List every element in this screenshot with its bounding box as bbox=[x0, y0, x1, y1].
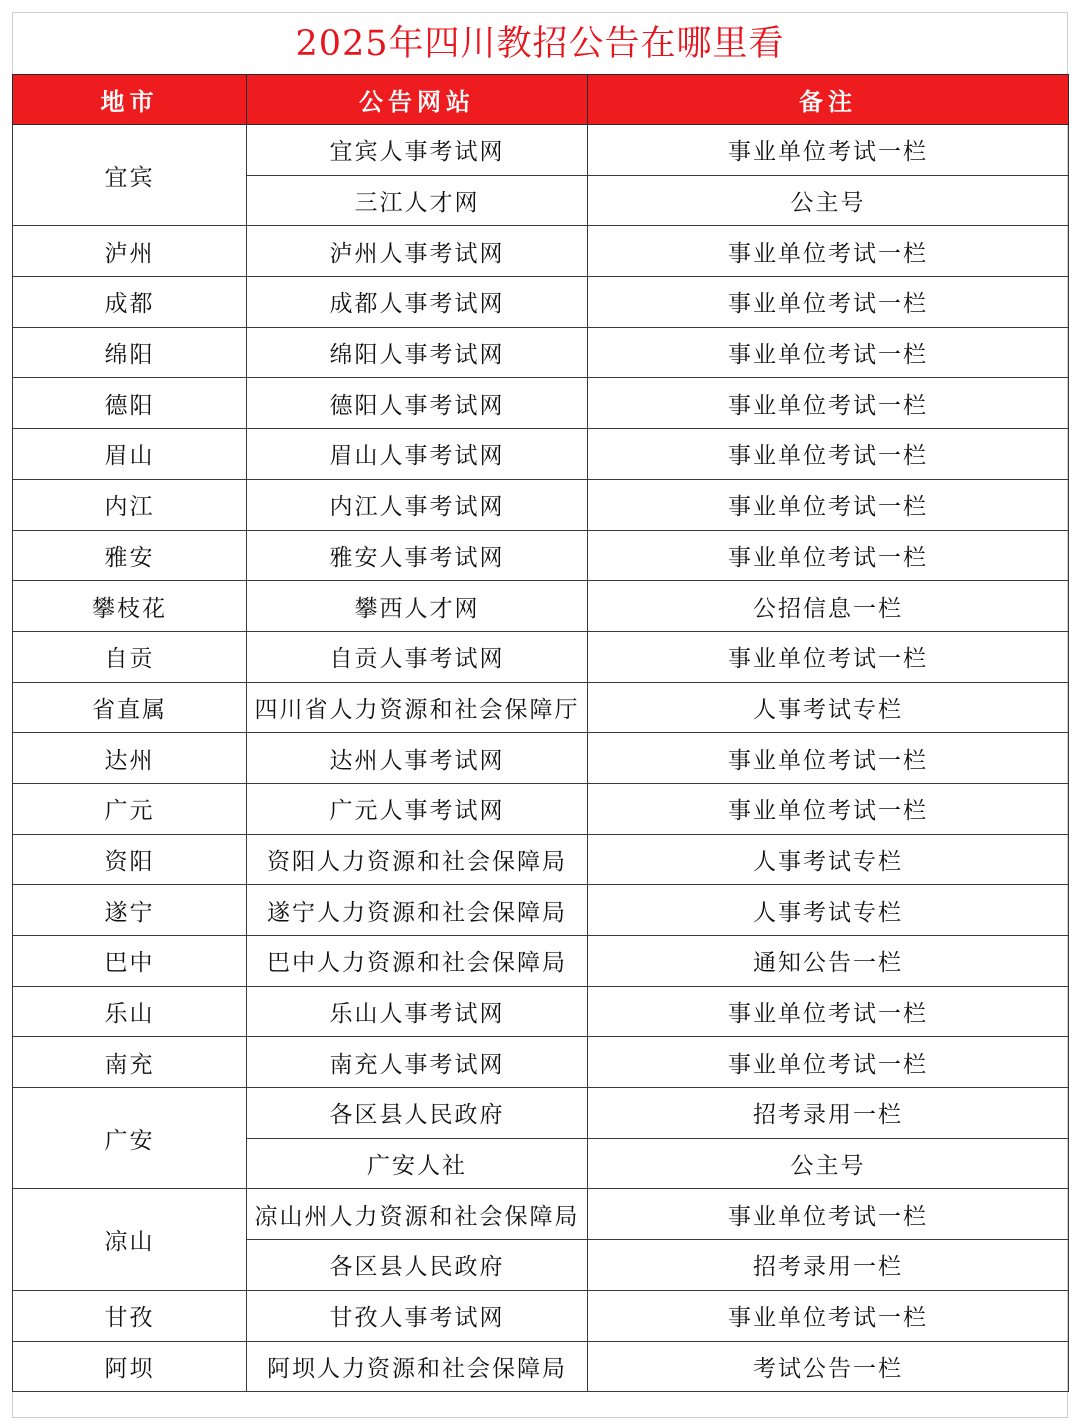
note-cell: 招考录用一栏 bbox=[588, 1088, 1069, 1139]
site-cell: 泸州人事考试网 bbox=[247, 226, 588, 277]
announcement-table bbox=[12, 74, 1069, 1392]
site-cell: 甘孜人事考试网 bbox=[247, 1290, 588, 1341]
city-cell: 成都 bbox=[13, 277, 247, 328]
site-cell: 各区县人民政府 bbox=[247, 1240, 588, 1291]
city-cell: 德阳 bbox=[13, 378, 247, 429]
site-cell: 达州人事考试网 bbox=[247, 733, 588, 784]
note-cell: 事业单位考试一栏 bbox=[588, 1189, 1069, 1240]
city-cell: 巴中 bbox=[13, 936, 247, 987]
note-cell: 通知公告一栏 bbox=[588, 936, 1069, 987]
table-row bbox=[13, 327, 1069, 378]
city-cell: 绵阳 bbox=[13, 327, 247, 378]
site-cell: 资阳人力资源和社会保障局 bbox=[247, 834, 588, 885]
note-cell: 事业单位考试一栏 bbox=[588, 783, 1069, 834]
note-cell: 事业单位考试一栏 bbox=[588, 327, 1069, 378]
note-cell: 人事考试专栏 bbox=[588, 682, 1069, 733]
site-cell: 巴中人力资源和社会保障局 bbox=[247, 936, 588, 987]
site-cell: 遂宁人力资源和社会保障局 bbox=[247, 885, 588, 936]
table-row bbox=[13, 885, 1069, 936]
city-cell: 雅安 bbox=[13, 530, 247, 581]
city-cell: 凉山 bbox=[13, 1189, 247, 1290]
page-title: 2025年四川教招公告在哪里看 bbox=[295, 24, 785, 64]
note-cell: 事业单位考试一栏 bbox=[588, 1037, 1069, 1088]
site-cell: 南充人事考试网 bbox=[247, 1037, 588, 1088]
site-cell: 乐山人事考试网 bbox=[247, 986, 588, 1037]
table-header-row bbox=[13, 75, 1069, 125]
note-cell: 招考录用一栏 bbox=[588, 1240, 1069, 1291]
table-row bbox=[13, 1037, 1069, 1088]
table-body bbox=[13, 125, 1069, 1392]
table-row bbox=[13, 378, 1069, 429]
table-row bbox=[13, 1189, 1069, 1240]
note-cell: 人事考试专栏 bbox=[588, 834, 1069, 885]
note-cell: 事业单位考试一栏 bbox=[588, 1290, 1069, 1341]
note-cell: 事业单位考试一栏 bbox=[588, 530, 1069, 581]
table-row bbox=[13, 1088, 1069, 1139]
city-cell: 乐山 bbox=[13, 986, 247, 1037]
note-cell: 事业单位考试一栏 bbox=[588, 733, 1069, 784]
city-cell: 南充 bbox=[13, 1037, 247, 1088]
city-cell: 眉山 bbox=[13, 429, 247, 480]
site-cell: 成都人事考试网 bbox=[247, 277, 588, 328]
note-cell: 事业单位考试一栏 bbox=[588, 631, 1069, 682]
site-cell: 广安人社 bbox=[247, 1138, 588, 1189]
city-cell: 内江 bbox=[13, 479, 247, 530]
site-cell: 雅安人事考试网 bbox=[247, 530, 588, 581]
city-cell: 遂宁 bbox=[13, 885, 247, 936]
city-cell: 广元 bbox=[13, 783, 247, 834]
city-cell: 甘孜 bbox=[13, 1290, 247, 1341]
note-cell: 公招信息一栏 bbox=[588, 581, 1069, 632]
city-cell: 资阳 bbox=[13, 834, 247, 885]
note-cell: 考试公告一栏 bbox=[588, 1341, 1069, 1392]
city-cell: 达州 bbox=[13, 733, 247, 784]
note-cell: 事业单位考试一栏 bbox=[588, 125, 1069, 176]
table-row bbox=[13, 936, 1069, 987]
note-cell: 人事考试专栏 bbox=[588, 885, 1069, 936]
header-city: 地市 bbox=[13, 75, 247, 125]
site-cell: 眉山人事考试网 bbox=[247, 429, 588, 480]
table-row bbox=[13, 1290, 1069, 1341]
city-cell: 攀枝花 bbox=[13, 581, 247, 632]
table-row bbox=[13, 834, 1069, 885]
site-cell: 四川省人力资源和社会保障厅 bbox=[247, 682, 588, 733]
table-row bbox=[13, 986, 1069, 1037]
header-site: 公告网站 bbox=[247, 75, 588, 125]
site-cell: 宜宾人事考试网 bbox=[247, 125, 588, 176]
city-cell: 自贡 bbox=[13, 631, 247, 682]
table-row bbox=[13, 429, 1069, 480]
site-cell: 内江人事考试网 bbox=[247, 479, 588, 530]
note-cell: 事业单位考试一栏 bbox=[588, 277, 1069, 328]
site-cell: 攀西人才网 bbox=[247, 581, 588, 632]
site-cell: 阿坝人力资源和社会保障局 bbox=[247, 1341, 588, 1392]
note-cell: 公主号 bbox=[588, 175, 1069, 226]
table-row bbox=[13, 1341, 1069, 1392]
site-cell: 自贡人事考试网 bbox=[247, 631, 588, 682]
table-row bbox=[13, 125, 1069, 176]
city-cell: 宜宾 bbox=[13, 125, 247, 226]
note-cell: 事业单位考试一栏 bbox=[588, 479, 1069, 530]
table-row bbox=[13, 783, 1069, 834]
note-cell: 事业单位考试一栏 bbox=[588, 986, 1069, 1037]
site-cell: 三江人才网 bbox=[247, 175, 588, 226]
header-note: 备注 bbox=[588, 75, 1069, 125]
city-cell: 广安 bbox=[13, 1088, 247, 1189]
table-row bbox=[13, 631, 1069, 682]
table-row bbox=[13, 479, 1069, 530]
note-cell: 事业单位考试一栏 bbox=[588, 378, 1069, 429]
site-cell: 绵阳人事考试网 bbox=[247, 327, 588, 378]
table-row bbox=[13, 733, 1069, 784]
site-cell: 德阳人事考试网 bbox=[247, 378, 588, 429]
site-cell: 凉山州人力资源和社会保障局 bbox=[247, 1189, 588, 1240]
note-cell: 事业单位考试一栏 bbox=[588, 429, 1069, 480]
table-row bbox=[13, 581, 1069, 632]
table-row bbox=[13, 226, 1069, 277]
site-cell: 广元人事考试网 bbox=[247, 783, 588, 834]
note-cell: 事业单位考试一栏 bbox=[588, 226, 1069, 277]
table-row bbox=[13, 277, 1069, 328]
table-row bbox=[13, 682, 1069, 733]
table-row bbox=[13, 530, 1069, 581]
city-cell: 省直属 bbox=[13, 682, 247, 733]
city-cell: 阿坝 bbox=[13, 1341, 247, 1392]
note-cell: 公主号 bbox=[588, 1138, 1069, 1189]
city-cell: 泸州 bbox=[13, 226, 247, 277]
site-cell: 各区县人民政府 bbox=[247, 1088, 588, 1139]
